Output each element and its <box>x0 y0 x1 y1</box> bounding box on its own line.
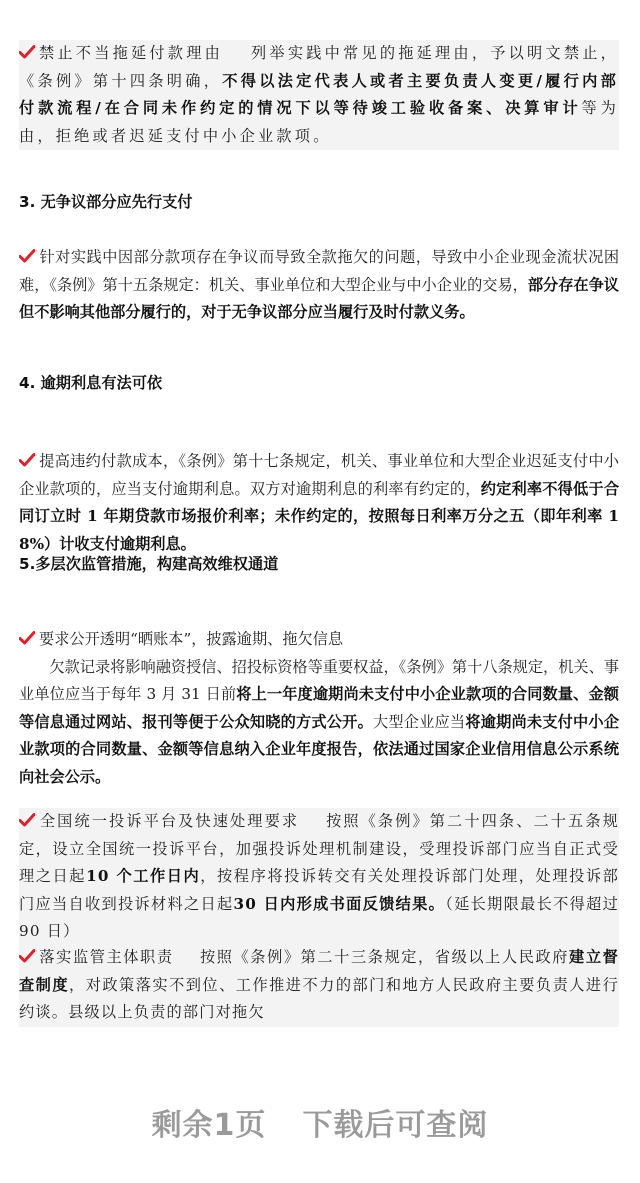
heading-overdue-interest: 4. 逾期利息有法可依 <box>19 374 163 392</box>
section-supervision-duty <box>19 944 619 1027</box>
section-title: 禁止不当拖延付款理由 <box>39 44 224 62</box>
section-overdue-interest <box>19 448 619 558</box>
section-text-bold: 将上一年度逾期尚未支付中小企业款项的合同数量、金额等信息通过网站、报刊等便于公众知晓的方式公开。 <box>19 685 619 731</box>
red-check-icon <box>19 949 35 963</box>
section-text: 欠款记录将影响融资授信、招投标资格等重要权益，《条例》第十八条规定，机关、事业单位应当于每年 3 月 31 日前 <box>19 657 619 703</box>
section-title: 落实监管主体职责 <box>39 948 174 966</box>
remaining-pages-label: 剩余1页 <box>151 1108 267 1143</box>
section-text-bold: 部分存在争议但不影响其他部分履行的，对于无争议部分应当履行及时付款义务。 <box>19 275 619 321</box>
section-text: ，对政策落实不到位、工作推进不力的部门和地方人民政府主要负责人进行约谈。县级以上负责的部门对拖欠 <box>19 975 619 1021</box>
red-check-icon <box>19 249 35 263</box>
red-check-icon <box>19 45 35 59</box>
section-text-bold: 建立督查制度 <box>19 948 619 994</box>
red-check-icon <box>19 453 35 467</box>
section-text: ，按程序将投诉转交有关处理投诉部门处理，处理投诉部门应当自收到投诉材料之日起 <box>19 867 619 913</box>
section-text: 提高违约付款成本，《条例》第十七条规定，机关、事业单位和大型企业迟延支付中小企业款项的，应当支付逾期利息。双方对逾期利息的利率有约定的， <box>19 452 619 498</box>
download-to-view-label: 下载后可查阅 <box>302 1108 489 1143</box>
section-text: （延长期限最长不得超过 90 日） <box>19 894 619 940</box>
section-undisputed <box>19 244 619 327</box>
section-title: 全国统一投诉平台及快速处理要求 <box>39 812 300 830</box>
section-text: 针对实践中因部分款项存在争议而导致全款拖欠的问题，导致中小企业现金流状况困难，《条例》第十五条规定：机关、事业单位和大型企业与中小企业的交易， <box>19 248 619 294</box>
section-text-bold: 30 日内形成书面反馈结果。 <box>233 894 446 913</box>
section-complaint-platform <box>19 808 619 946</box>
download-prompt[interactable] <box>0 1100 640 1144</box>
red-check-icon <box>19 813 35 827</box>
section-text: 按照《条例》第二十三条规定，省级以上人民政府 <box>199 948 570 966</box>
heading-undisputed-payment: 3. 无争议部分应先行支付 <box>19 193 193 211</box>
section-text-bold: 不得以法定代表人或者主要负责人变更/履行内部付款流程/在合同未作约定的情况下以等待竣工验收备案、决算审计 <box>19 71 620 117</box>
section-disclosure <box>19 626 619 791</box>
section-text: 大型企业应当 <box>372 712 466 731</box>
section-text: 列举实践中常见的拖延理由，予以明文禁止，《条例》第十四条明确， <box>19 44 620 90</box>
heading-supervision: 5.多层次监管措施，构建高效维权通道 <box>19 555 279 573</box>
section-text-bold: 约定利率不得低于合同订立时 1 年期贷款市场报价利率；未作约定的，按照每日利率万分之五（即年利率 18%）计收支付逾期利息。 <box>19 479 620 553</box>
red-check-icon <box>19 631 35 645</box>
section-text: 按照《条例》第二十四条、二十五条规定，设立全国统一投诉平台，加强投诉处理机制建设，受理投诉部门应当自正式受理之日起 <box>19 812 620 885</box>
section-text-bold: 将逾期尚未支付中小企业款项的合同数量、金额等信息纳入企业年度报告，依法通过国家企业信用信息公示系统向社会公示。 <box>19 712 620 786</box>
section-text-bold: 10 个工作日内 <box>86 867 201 885</box>
section-improper-delay <box>19 40 619 150</box>
section-title: 要求公开透明“晒账本”，披露逾期、拖欠信息 <box>39 630 344 648</box>
section-text: 等为由，拒绝或者迟延支付中小企业款项。 <box>19 99 619 145</box>
